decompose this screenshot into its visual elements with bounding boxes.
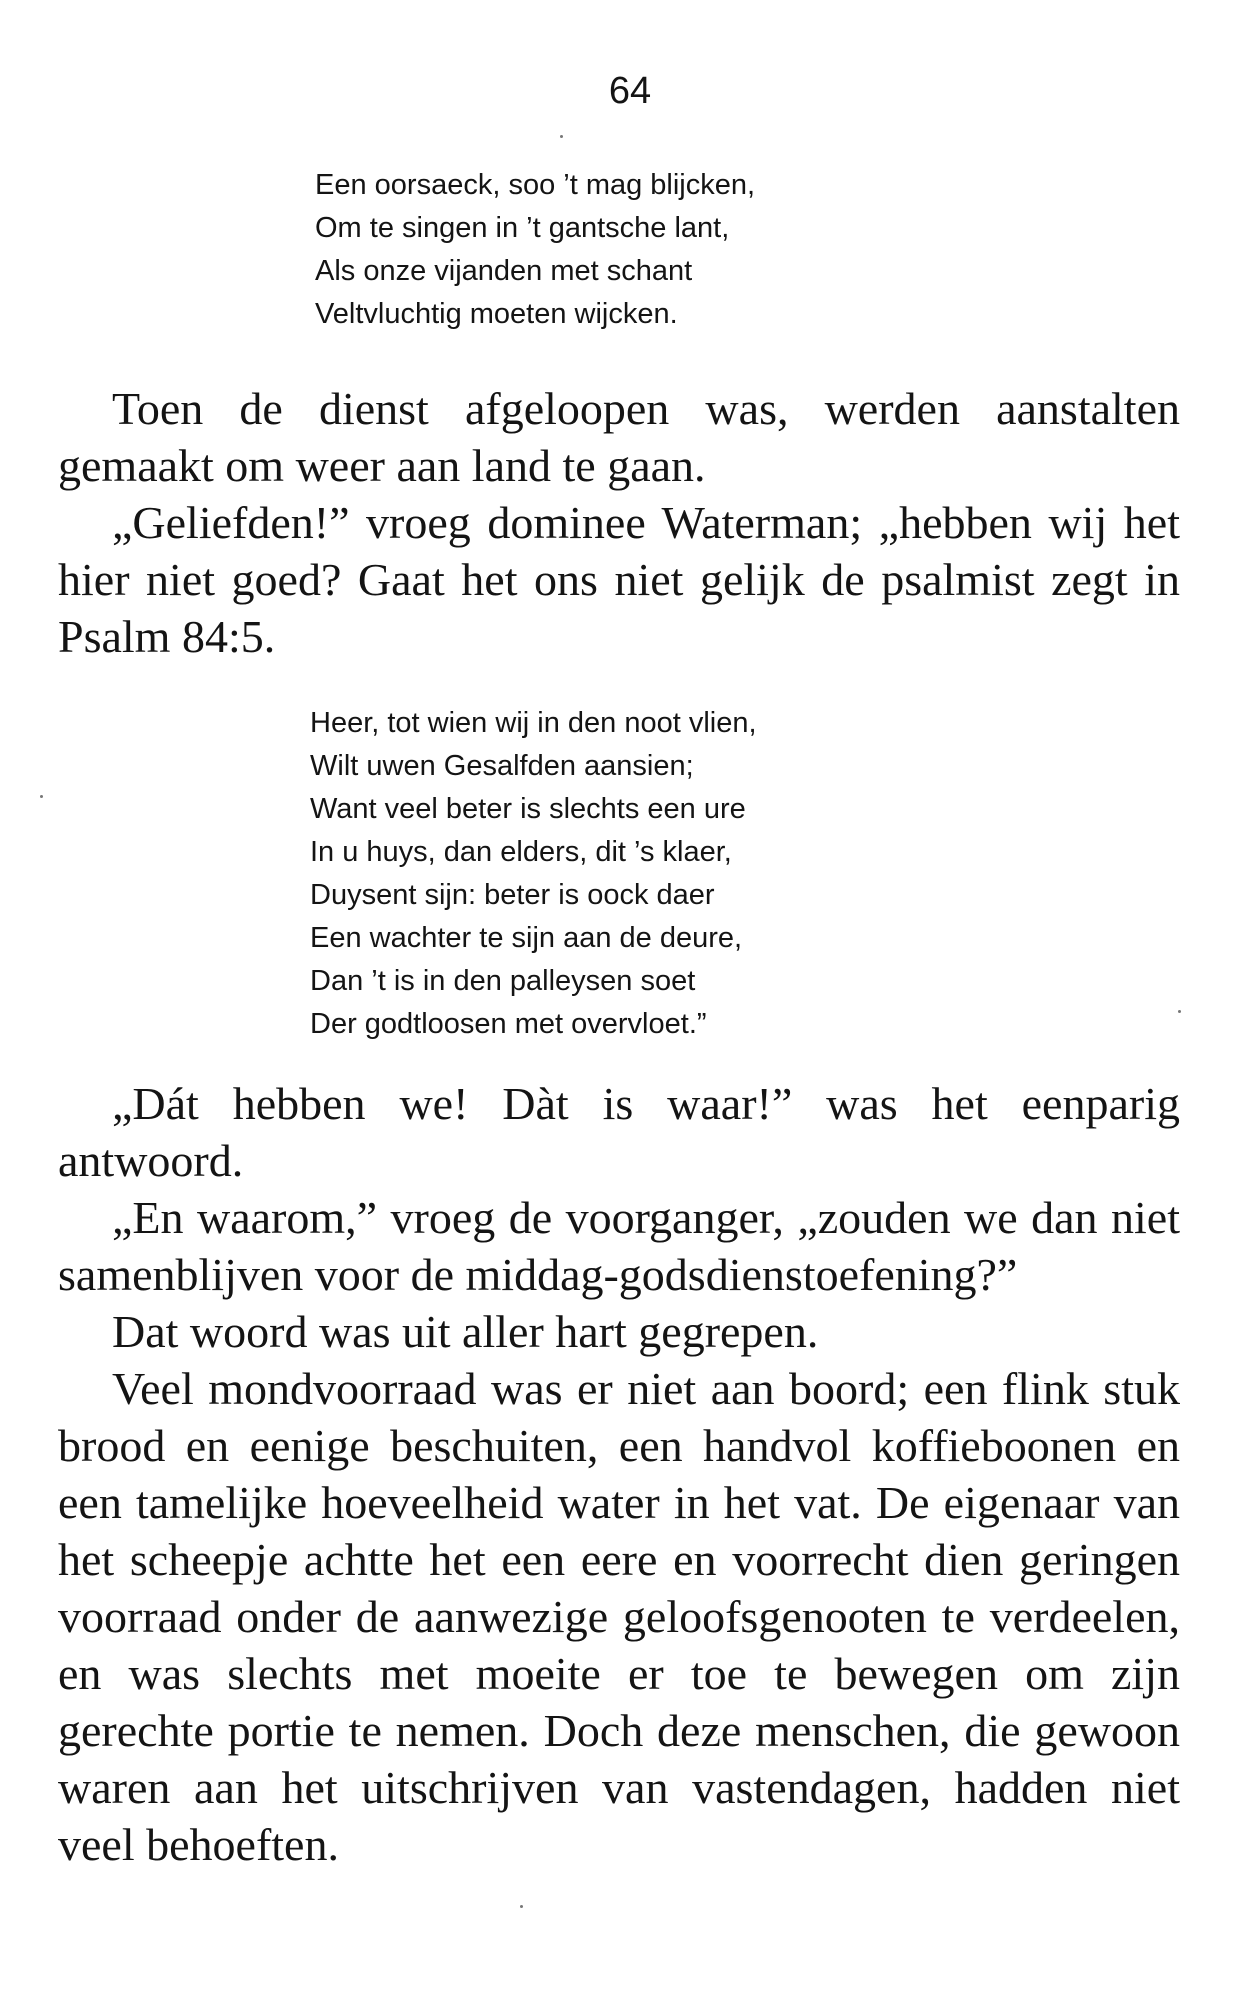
paragraph: Toen de dienst afgeloopen was, werden aanstalten gemaakt om weer aan land te gaan. xyxy=(58,383,1180,491)
prose-block-2 xyxy=(58,1075,1180,1873)
print-speck xyxy=(520,1905,523,1908)
page-number: 64 xyxy=(608,70,652,112)
poem-line: In u huys, dan elders, dit ’s klaer, xyxy=(310,836,732,868)
poem-line: Duysent sijn: beter is oock daer xyxy=(310,879,715,911)
poem-stanza-2 xyxy=(310,702,757,1046)
poem-line: Dan ’t is in den palleysen soet xyxy=(310,965,696,997)
prose-block-1 xyxy=(58,380,1180,665)
paragraph: „Geliefden!” vroeg dominee Waterman; „hebben wij het hier niet goed? Gaat het ons niet gelijk de psalmist zegt in Psalm 84:5. xyxy=(58,497,1180,662)
poem-line: Een wachter te sijn aan de deure, xyxy=(310,922,743,954)
print-speck xyxy=(560,135,563,138)
paragraph: Dat woord was uit aller hart gegrepen. xyxy=(112,1306,819,1357)
poem-line: Veltvluchtig moeten wijcken. xyxy=(315,298,678,330)
paragraph: „Dát hebben we! Dàt is waar!” was het eenparig antwoord. xyxy=(58,1078,1180,1186)
poem-line: Want veel beter is slechts een ure xyxy=(310,793,746,825)
print-speck xyxy=(1178,1010,1181,1013)
poem-line: Om te singen in ’t gantsche lant, xyxy=(315,212,730,244)
poem-line: Heer, tot wien wij in den noot vlien, xyxy=(310,707,757,739)
paragraph: Veel mondvoorraad was er niet aan boord; een flink stuk brood en eenige beschuiten, een handvol koffieboonen en een tamelijke hoeveelheid water in het vat. De eigenaar van het scheepje achtte het een eere en voorrecht dien geringen voorraad onder de aanwezige geloofsgenooten te verdeelen, en was slechts met moeite er toe te bewegen om zijn gerechte portie te nemen. Doch deze menschen, die gewoon waren aan het uitschrijven van vastendagen, hadden niet veel behoeften. xyxy=(58,1363,1180,1870)
poem-line: Een oorsaeck, soo ’t mag blijcken, xyxy=(315,169,756,201)
print-speck xyxy=(40,795,43,798)
poem-stanza-1 xyxy=(315,164,755,336)
poem-line: Wilt uwen Gesalfden aansien; xyxy=(310,750,694,782)
poem-line: Als onze vijanden met schant xyxy=(315,255,693,287)
paragraph: „En waarom,” vroeg de voorganger, „zouden we dan niet samenblijven voor de middag-godsdienstoefening?” xyxy=(58,1192,1180,1300)
poem-line: Der godtloosen met overvloet.” xyxy=(310,1008,707,1040)
